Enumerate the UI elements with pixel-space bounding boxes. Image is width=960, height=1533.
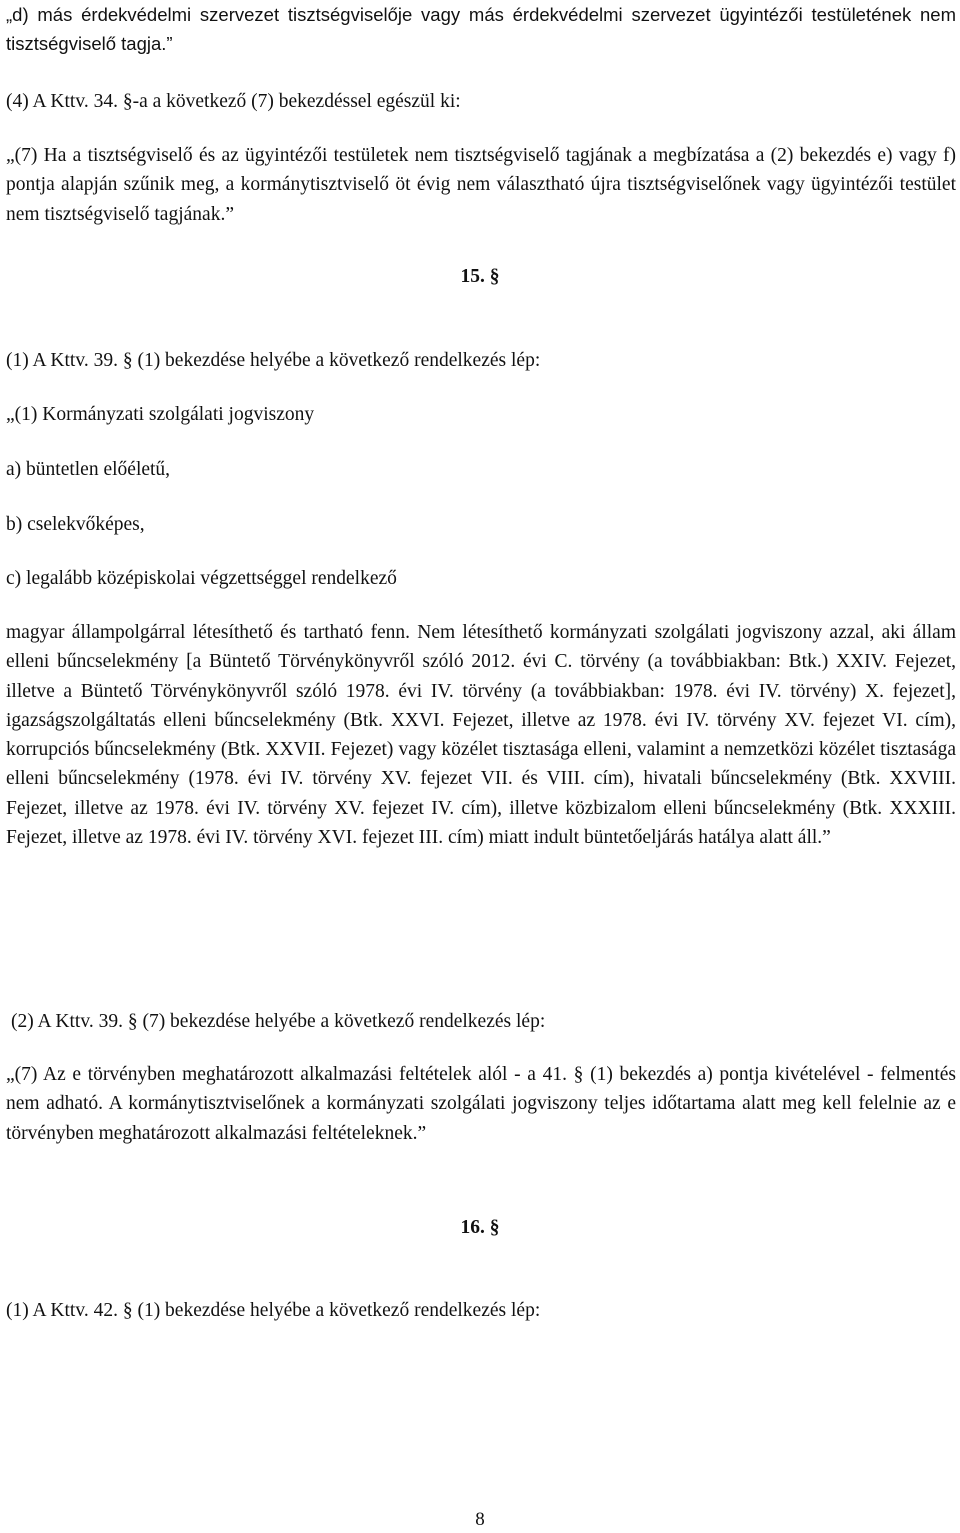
paragraph-7-exemption: „(7) Az e törvényben meghatározott alkalmazási feltételek alól - a 41. § (1) bekezdés a) pontja kivételével - felmentés nem adható. A kormánytisztviselőnek a kormányzati szolgálati jogviszony teljes időtartama alatt meg kell felelnie az e törvényben meghatározott alkalmazási feltételeknek.” (6, 1064, 956, 1144)
list-item-b: b) cselekvőképes, (6, 514, 145, 535)
paragraph-2-kttv-39: (2) A Kttv. 39. § (7) bekezdése helyébe a következő rendelkezés lép: (11, 1011, 546, 1032)
paragraph-7-quote (6, 141, 956, 229)
list-item-c: c) legalább középiskolai végzettséggel rendelkező (6, 568, 397, 589)
section-heading-15: 15. § (460, 266, 500, 287)
paragraph-conditions: magyar állampolgárral létesíthető és tartható fenn. Nem létesíthető kormányzati szolgálati jogviszony azzal, aki állam elleni bűncselekmény [a Büntető Törvénykönyvről szóló 2012. évi C. törvény (a továbbiakban: Btk.) XXIV. Fejezet, illetve a Büntető Törvénykönyvről szóló 1978. évi IV. törvény (a továbbiakban: 1978. évi IV. törvény) X. fejezet], igazságszolgáltatás elleni bűncselekmény (Btk. XXVI. Fejezet, illetve az 1978. évi IV. törvény XV. fejezet VI. cím), korrupciós bűncselekmény (Btk. XXVII. Fejezet) vagy közélet tisztasága elleni, valamint a nemzetközi közélet tisztasága elleni bűncselekmény (1978. évi IV. törvény XV. fejezet VII. és VIII. cím), hivatali bűncselekmény (Btk. XXVIII. Fejezet, illetve az 1978. évi IV. törvény XV. fejezet IV. cím), illetve közbizalom elleni bűncselekmény (Btk. XXXIII. Fejezet, illetve az 1978. évi IV. törvény XVI. fejezet III. cím) miatt indult büntetőeljárás hatálya alatt áll.” (6, 622, 956, 849)
paragraph-1-quote-start: „(1) Kormányzati szolgálati jogviszony (6, 404, 315, 425)
paragraph-7-quote-text: „(7) Ha a tisztségviselő és az ügyintézői testületek nem tisztségviselő tagjának a megbízatása a (2) bekezdés e) vagy f) pontja alapján szűnik meg, a kormánytisztviselő öt évig nem választható újra tisztségviselőnek vagy ügyintézői testület nem tisztségviselő tagjának.” (6, 145, 956, 225)
section-heading-16: 16. § (460, 1217, 500, 1238)
paragraph-1-kttv-39: (1) A Kttv. 39. § (1) bekezdése helyébe a következő rendelkezés lép: (6, 350, 541, 371)
list-item-a: a) büntetlen előéletű, (6, 459, 171, 480)
paragraph-4-kttv-34: (4) A Kttv. 34. §-a a következő (7) bekezdéssel egészül ki: (6, 91, 461, 112)
paragraph-d-clause: „d) más érdekvédelmi szervezet tisztségviselője vagy más érdekvédelmi szervezet ügyintézői testületének nem tisztségviselő tagja.” (6, 4, 956, 55)
page-number: 8 (475, 1509, 485, 1530)
paragraph-1-kttv-42: (1) A Kttv. 42. § (1) bekezdése helyébe a következő rendelkezés lép: (6, 1300, 541, 1321)
